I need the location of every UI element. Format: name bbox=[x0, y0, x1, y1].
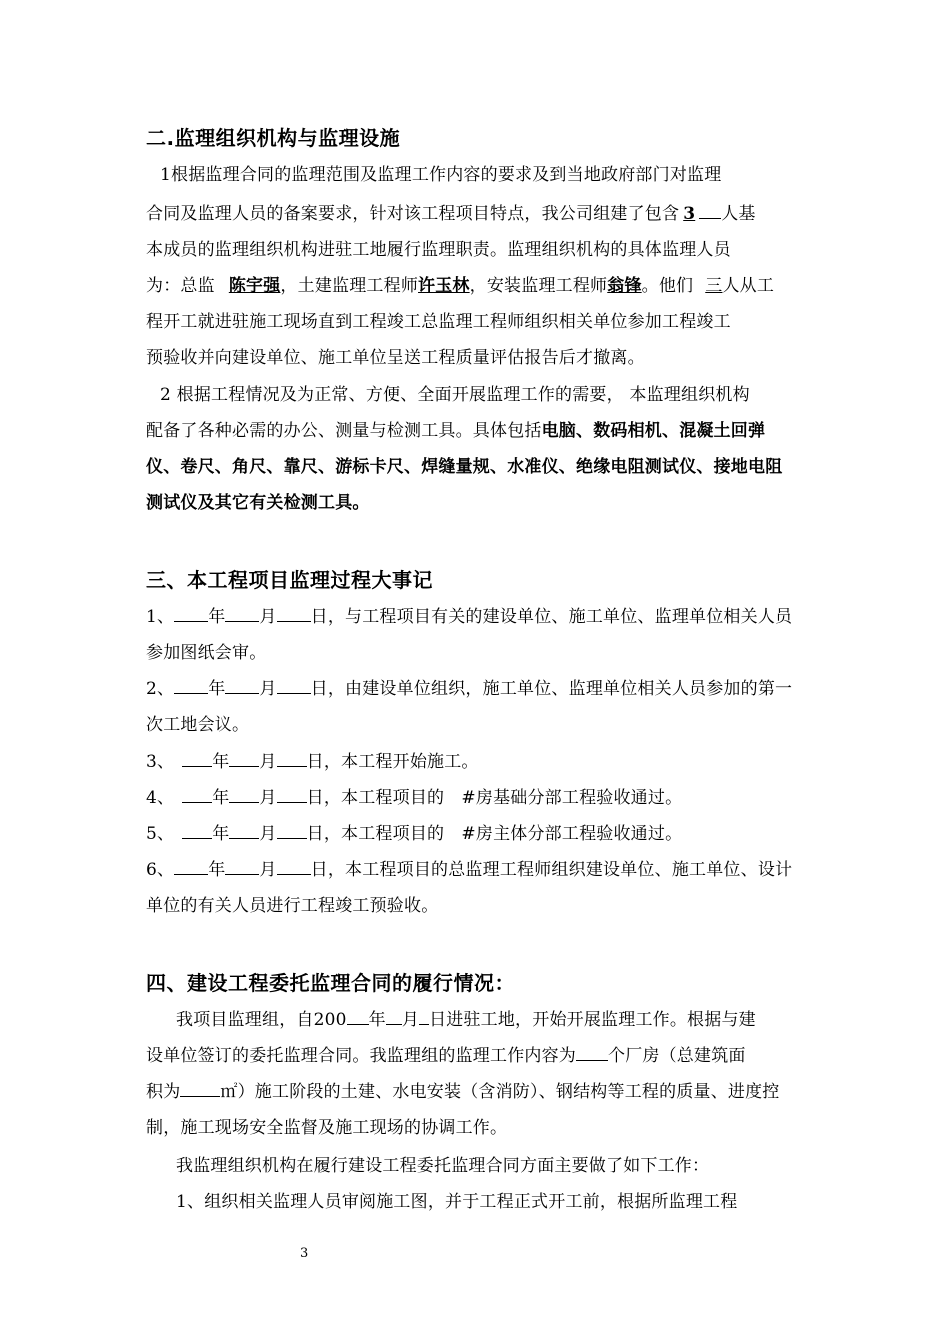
event-6-cont: 单位的有关人员进行工程竣工预验收。 bbox=[146, 896, 439, 916]
s4-p2: 我监理组织机构在履行建设工程委托监理合同方面主要做了如下工作： bbox=[176, 1156, 710, 1176]
event-2-cont: 次工地会议。 bbox=[146, 715, 250, 735]
civil-engineer-name: 许玉林 bbox=[418, 276, 470, 296]
event-1-cont: 参加图纸会审。 bbox=[146, 643, 267, 663]
s2-p1-line2: 合同及监理人员的备案要求，针对该工程项目特点，我公司组建了包含 3 人基 bbox=[146, 204, 756, 224]
event-5: 5、 年 月 日，本工程项目的 #房主体分部工程验收通过。 bbox=[146, 824, 683, 844]
s2-p2-line2: 配备了各种必需的办公、测量与检测工具。具体包括电脑、数码相机、混凝土回弹 bbox=[146, 421, 766, 441]
install-engineer-name: 翁锋 bbox=[607, 276, 642, 296]
s2-p1-line4: 为：总监 陈宇强，土建监理工程师许玉林，安装监理工程师翁锋。他们 三人从工 bbox=[146, 276, 775, 296]
event-2: 2、 年 月 日，由建设单位组织，施工单位、监理单位相关人员参加的第一 bbox=[146, 679, 793, 699]
s4-p3: 1、组织相关监理人员审阅施工图，并于工程正式开工前，根据所监理工程 bbox=[176, 1192, 738, 1212]
event-1: 1、 年 月 日，与工程项目有关的建设单位、施工单位、监理单位相关人员 bbox=[146, 607, 793, 627]
s4-p1-line4: 制，施工现场安全监督及施工现场的协调工作。 bbox=[146, 1118, 508, 1138]
s2-p1-line6: 预验收并向建设单位、施工单位呈送工程质量评估报告后才撤离。 bbox=[146, 348, 645, 368]
section4-title: 四、建设工程委托监理合同的履行情况： bbox=[146, 971, 515, 995]
s2-p1-line3: 本成员的监理组织机构进驻工地履行监理职责。监理组织机构的具体监理人员 bbox=[146, 240, 731, 260]
s2-p2-line1: 2 根据工程情况及为正常、方便、全面开展监理工作的需要， 本监理组织机构 bbox=[160, 385, 750, 405]
s2-p2-line4: 测试仪及其它有关检测工具。 bbox=[146, 493, 370, 513]
member-count: 3 bbox=[683, 204, 696, 224]
s2-p1-line5: 程开工就进驻施工现场直到工程竣工总监理工程师组织相关单位参加工程竣工 bbox=[146, 312, 731, 332]
s4-p1-line3: 积为 ㎡）施工阶段的土建、水电安装（含消防）、钢结构等工程的质量、进度控 bbox=[146, 1082, 780, 1102]
event-3: 3、 年 月 日，本工程开始施工。 bbox=[146, 752, 479, 772]
event-6: 6、 年 月 日，本工程项目的总监理工程师组织建设单位、施工单位、设计 bbox=[146, 860, 793, 880]
section3-title: 三、本工程项目监理过程大事记 bbox=[146, 568, 433, 592]
s4-p1-line2: 设单位签订的委托监理合同。我监理组的监理工作内容为 个厂房（总建筑面 bbox=[146, 1046, 746, 1066]
s4-p1-line1: 我项目监理组，自200 年 月 日进驻工地，开始开展监理工作。根据与建 bbox=[176, 1010, 756, 1030]
event-4: 4、 年 月 日，本工程项目的 #房基础分部工程验收通过。 bbox=[146, 788, 683, 808]
page-number: 3 bbox=[300, 1246, 309, 1261]
section2-title: 二.监理组织机构与监理设施 bbox=[146, 126, 401, 150]
s2-p1-line1: 1根据监理合同的监理范围及监理工作内容的要求及到当地政府部门对监理 bbox=[160, 165, 722, 185]
chief-supervisor-name: 陈宇强 bbox=[228, 276, 281, 296]
s2-p2-line3: 仪、卷尺、角尺、靠尺、游标卡尺、焊缝量规、水准仪、绝缘电阻测试仪、接地电阻 bbox=[146, 457, 783, 477]
